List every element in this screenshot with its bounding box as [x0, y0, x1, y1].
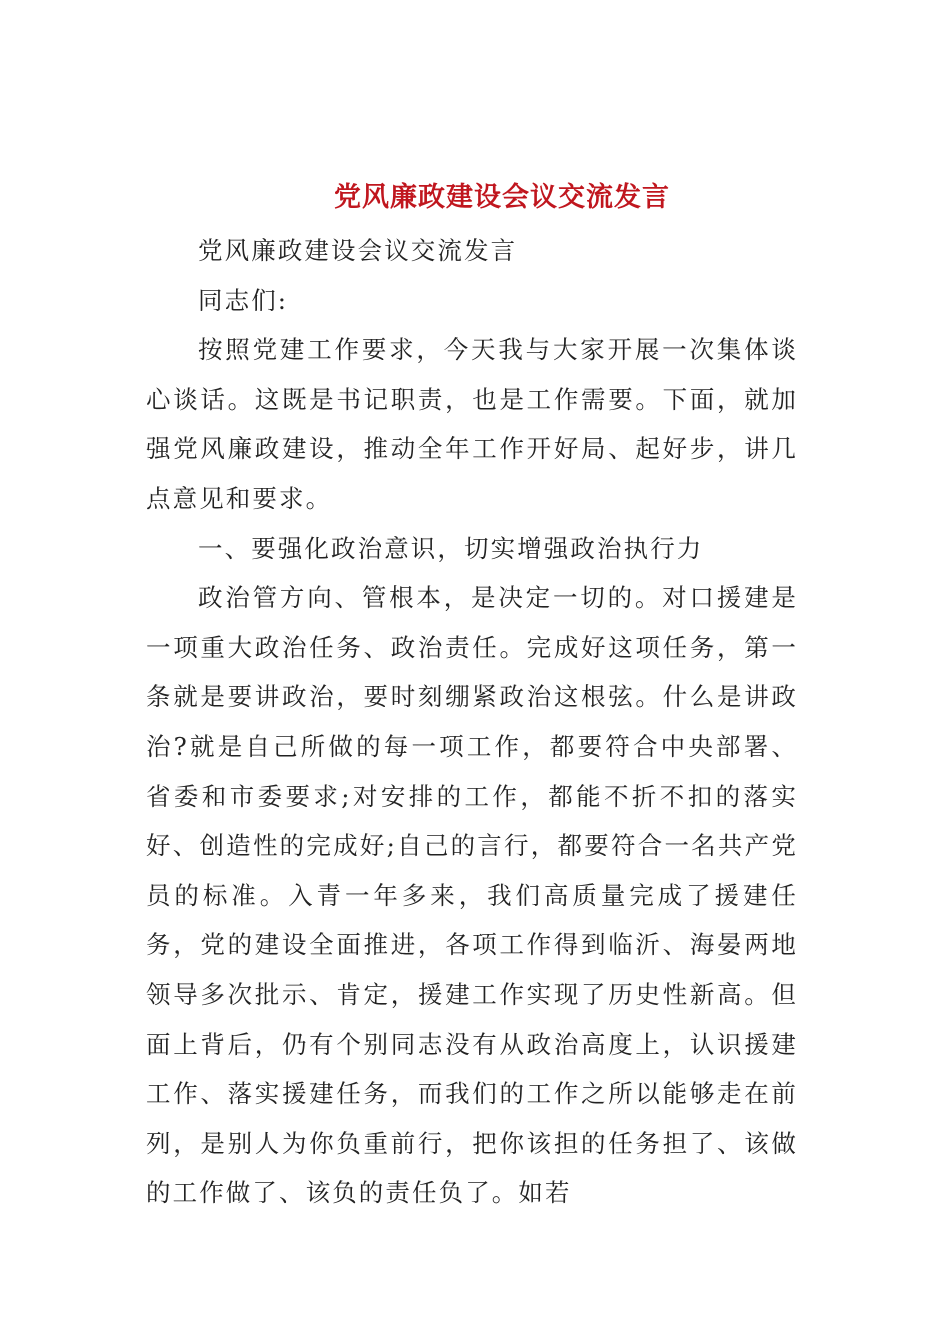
document-body	[146, 226, 798, 1218]
intro-paragraph: 按照党建工作要求，今天我与大家开展一次集体谈心谈话。这既是书记职责，也是工作需要。下面，就加强党风廉政建设，推动全年工作开好局、起好步，讲几点意见和要求。	[146, 335, 798, 513]
subtitle-paragraph: 党风廉政建设会议交流发言	[198, 236, 518, 265]
salutation-paragraph: 同志们:	[198, 285, 289, 315]
document-title: 党风廉政建设会议交流发言	[334, 182, 670, 213]
body-paragraph: 政治管方向、管根本，是决定一切的。对口援建是一项重大政治任务、政治责任。完成好这项任务，第一条就是要讲政治，要时刻绷紧政治这根弦。什么是讲政治?就是自己所做的每一项工作，都要符合中央部署、省委和市委要求;对安排的工作，都能不折不扣的落实好、创造性的完成好;自己的言行，都要符合一名共产党员的标准。入青一年多来，我们高质量完成了援建任务，党的建设全面推进，各项工作得到临沂、海晏两地领导多次批示、肯定，援建工作实现了历史性新高。但面上背后，仍有个别同志没有从政治高度上，认识援建工作、落实援建任务，而我们的工作之所以能够走在前列，是别人为你负重前行，把你该担的任务担了、该做的工作做了、该负的责任负了。如若	[146, 583, 798, 1208]
section-heading: 一、要强化政治意识，切实增强政治执行力	[198, 533, 704, 563]
